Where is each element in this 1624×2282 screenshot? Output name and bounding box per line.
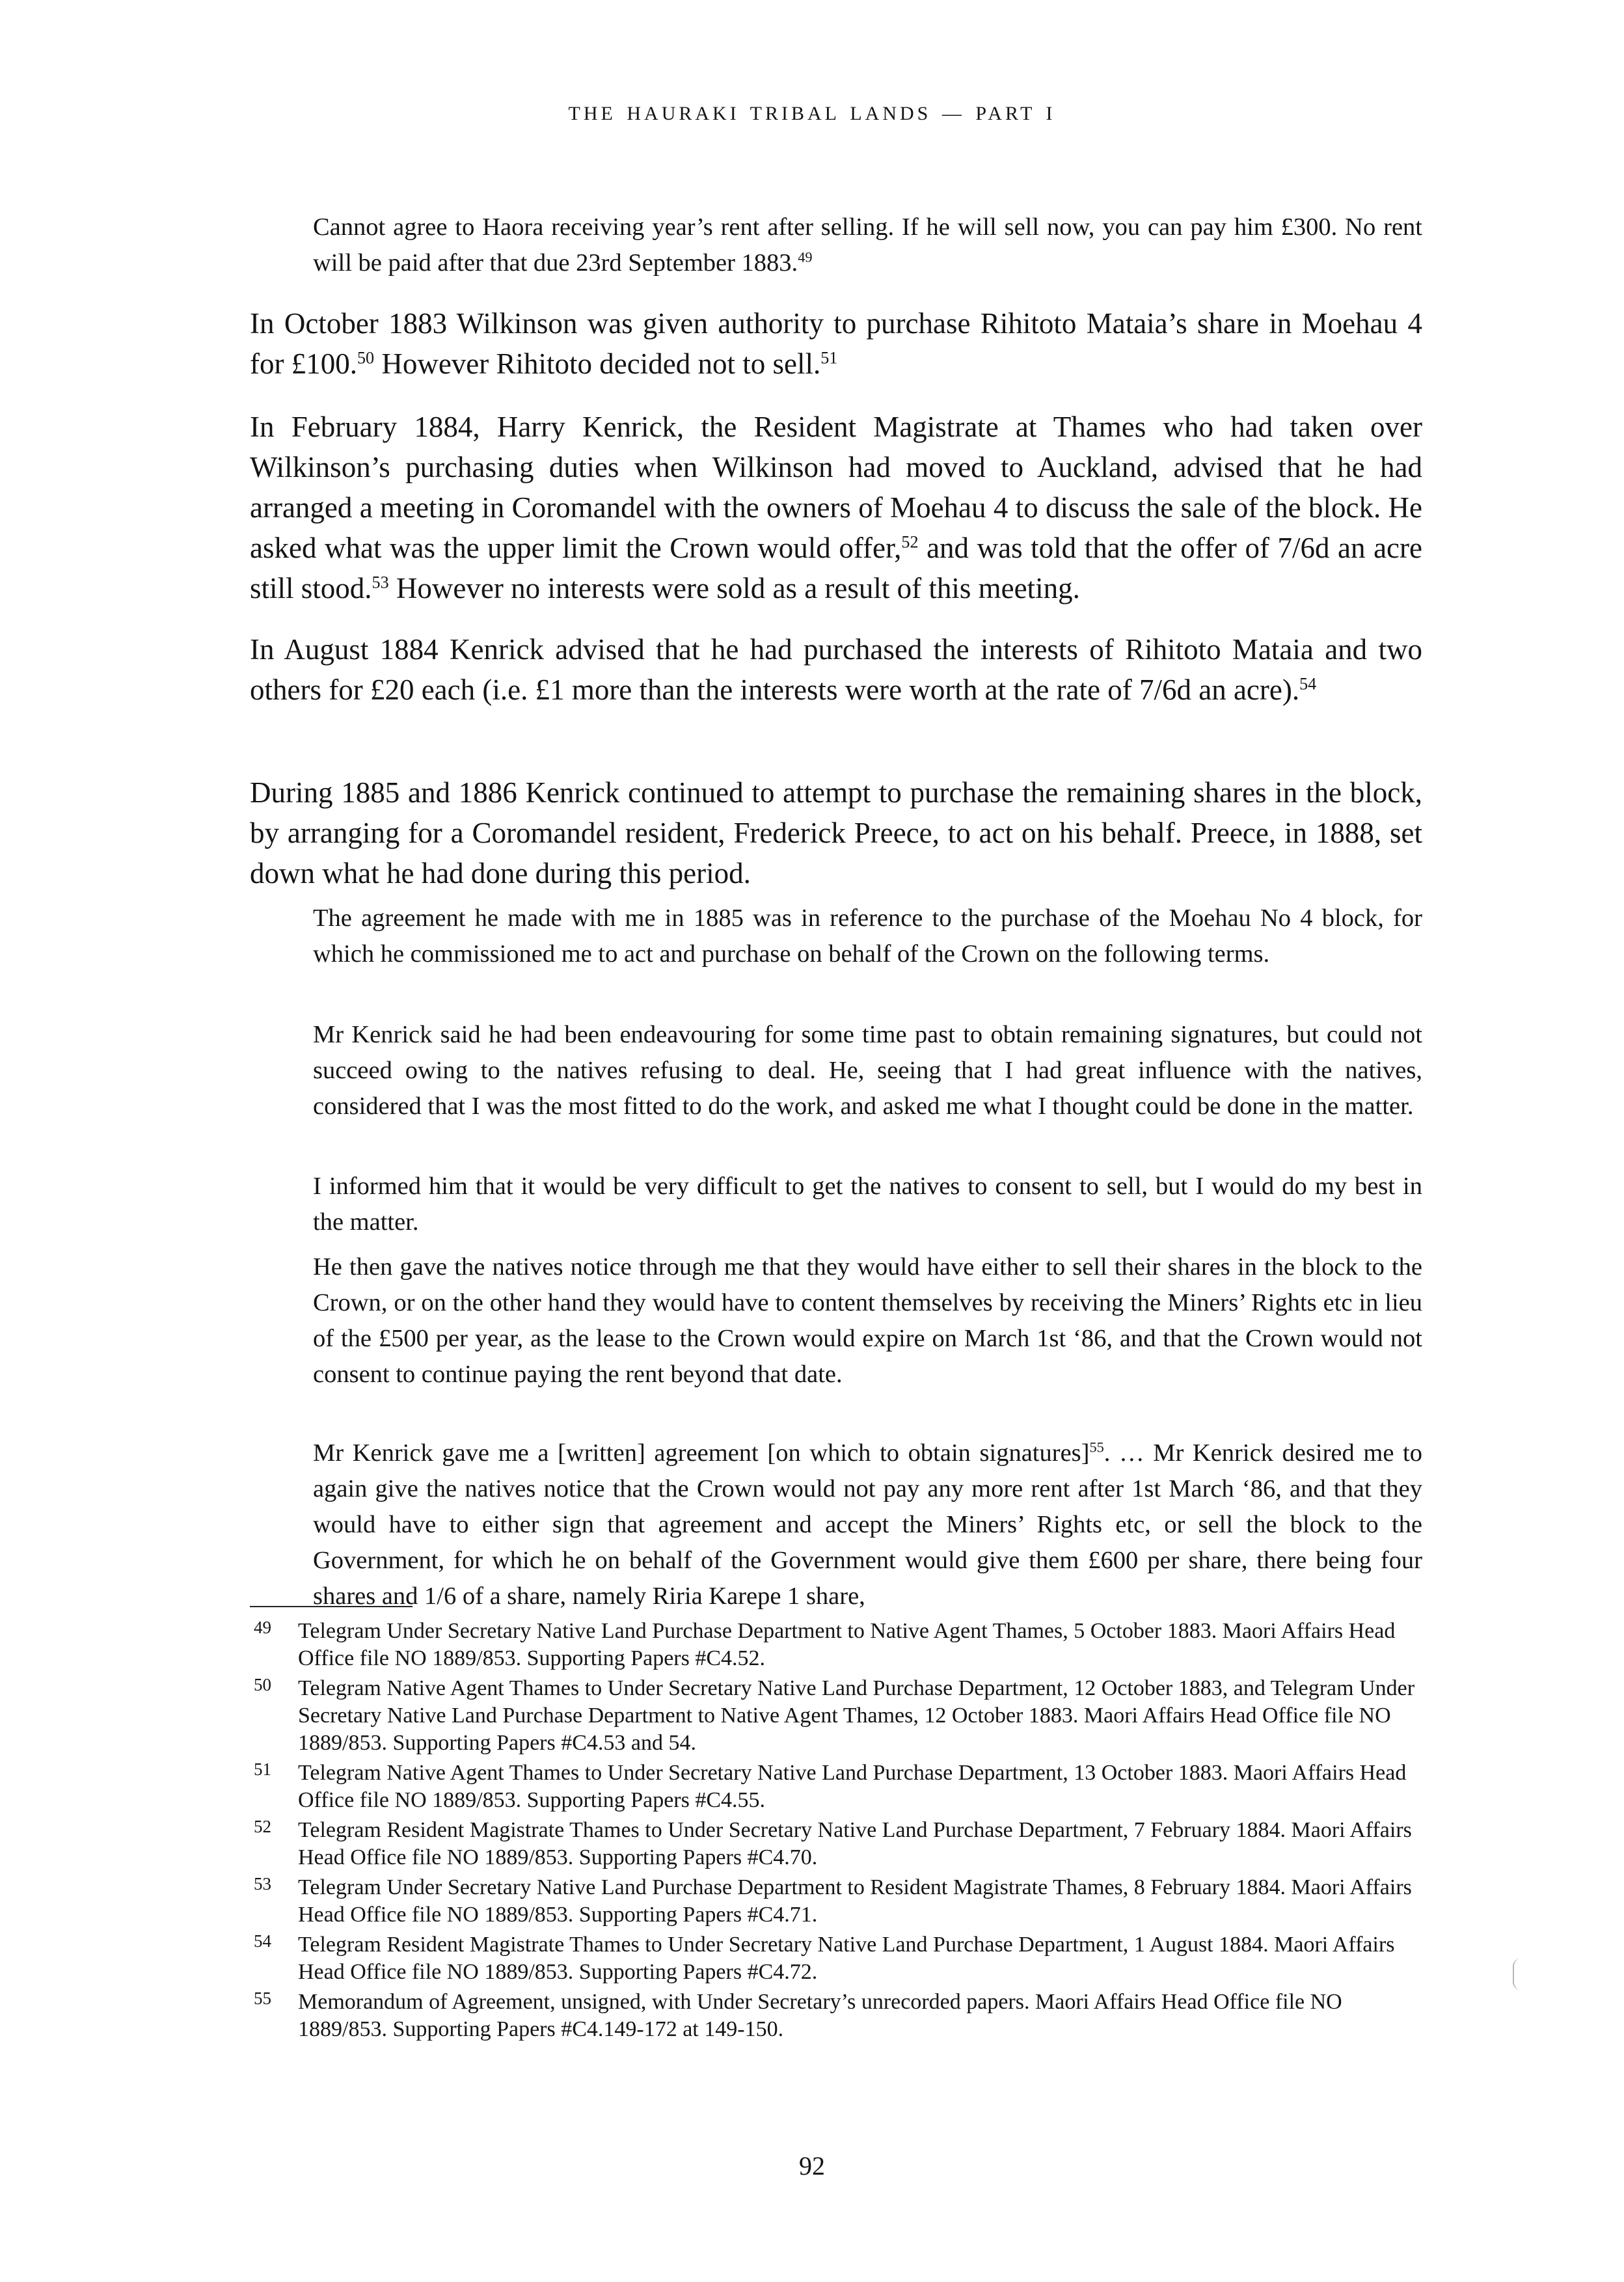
footnote-number: 54 — [254, 1931, 271, 1951]
paragraph-text: In October 1883 Wilkinson was given authority to purchase Rihitoto Mataia’s share in Moehau 4 for £100. — [250, 307, 1422, 380]
paragraph-1885-1886 — [250, 772, 1422, 893]
footnote-ref-49[interactable]: 49 — [798, 249, 813, 265]
footnotes-section — [250, 1618, 1422, 2046]
margin-mark — [1513, 1959, 1523, 1990]
paragraph-august-1884 — [250, 629, 1422, 710]
footnote-ref-54[interactable]: 54 — [1299, 674, 1317, 694]
footnote-number: 49 — [254, 1618, 271, 1637]
block-quote-notice: He then gave the natives notice through me that they would have either to sell their shares in the block to the Crown, or on the other hand they would have to content themselves by receiving the Miners’ Rights etc in lieu of the £500 per year, as the lease to the Crown would expire on March 1st ‘86, and that the Crown would not consent to continue paying the rent beyond that date. — [313, 1253, 1422, 1388]
footnote-divider — [250, 1606, 413, 1607]
footnote-text: Telegram Native Agent Thames to Under Secretary Native Land Purchase Department, 13 October 1883. Maori Affairs Head Office file NO 1889/853. Supporting Papers #C4.55. — [298, 1761, 1407, 1812]
footnote-ref-52[interactable]: 52 — [901, 532, 919, 552]
block-quote-difficult: I informed him that it would be very difficult to get the natives to consent to sell, but I would do my best in the matter. — [313, 1173, 1422, 1236]
footnote-number: 52 — [254, 1817, 271, 1836]
footnote-number: 55 — [254, 1989, 271, 2008]
footnote — [250, 1931, 1422, 1986]
paragraph-february-1884 — [250, 407, 1422, 608]
block-quote-written-agreement — [313, 1435, 1422, 1614]
footnote-ref-53[interactable]: 53 — [372, 573, 389, 592]
footnote-ref-50[interactable]: 50 — [357, 348, 375, 368]
footnote-text: Telegram Resident Magistrate Thames to Under Secretary Native Land Purchase Department, 7 February 1884. Maori Affairs Head Office file NO 1889/853. Supporting Papers #C4.70. — [298, 1818, 1412, 1869]
quote-text: Mr Kenrick gave me a [written] agreement [on which to obtain signatures] — [313, 1439, 1090, 1467]
footnote — [250, 1874, 1422, 1929]
paragraph-text: However Rihitoto decided not to sell. — [374, 347, 821, 380]
quote-text: . … Mr Kenrick desired me to again give the natives notice that the Crown would not pay any more rent after 1st March ‘86, and that they would have to either sign that agreement and accept the Miners’ Rights etc, or sell the block to the Government, for which he on behalf of the Government would give them £600 per share, there being four shares and 1/6 of a share, namely Riria Karepe 1 share, — [313, 1439, 1422, 1610]
paragraph-text: In August 1884 Kenrick advised that he had purchased the interests of Rihitoto Mataia and two others for £20 each (i.e. £1 more than the interests were worth at the rate of 7/6d an acre). — [250, 633, 1422, 706]
paragraph-text: During 1885 and 1886 Kenrick continued to attempt to purchase the remaining shares in the block, by arranging for a Coromandel resident, Frederick Preece, to act on his behalf. Preece, in 1888, set down what he had done during this period. — [250, 776, 1422, 890]
paragraph-october-1883 — [250, 303, 1422, 384]
block-quote-agreement: The agreement he made with me in 1885 was in reference to the purchase of the Moehau No 4 block, for which he commissioned me to act and purchase on behalf of the Crown on the following terms. — [313, 904, 1422, 968]
footnote-number: 51 — [254, 1759, 271, 1779]
footnote — [250, 1989, 1422, 2043]
paragraph-text: and was told that the offer of 7/6d an acre still stood. — [250, 532, 1422, 604]
paragraph-text: In February 1884, Harry Kenrick, the Resident Magistrate at Thames who had taken over Wilkinson’s purchasing duties when Wilkinson had moved to Auckland, advised that he had arranged a meeting in Coromandel with the owners of Moehau 4 to discuss the sale of the block. He asked what was the upper limit the Crown would offer, — [250, 411, 1422, 564]
running-head: THE HAURAKI TRIBAL LANDS — PART I — [568, 103, 1056, 124]
footnote-number: 53 — [254, 1874, 271, 1894]
footnote-ref-51[interactable]: 51 — [820, 348, 838, 368]
footnote-ref-55[interactable]: 55 — [1089, 1439, 1104, 1456]
block-quote-signatures: Mr Kenrick said he had been endeavouring for some time past to obtain remaining signatures, but could not succeed owing to the natives refusing to deal. He, seeing that I had great influence with the natives, considered that I was the most fitted to do the work, and asked me what I thought could be done in the matter. — [313, 1021, 1422, 1120]
block-quote-telegram — [313, 210, 1422, 281]
paragraph-text: However no interests were sold as a result of this meeting. — [388, 572, 1080, 604]
footnote-text: Telegram Under Secretary Native Land Purchase Department to Native Agent Thames, 5 October 1883. Maori Affairs Head Office file NO 1889/853. Supporting Papers #C4.52. — [298, 1619, 1396, 1670]
footnote — [250, 1759, 1422, 1814]
footnote-text: Memorandum of Agreement, unsigned, with Under Secretary’s unrecorded papers. Maori Affairs Head Office file NO 1889/853. Supporting Papers #C4.149-172 at 149-150. — [298, 1990, 1342, 2041]
footnote-number: 50 — [254, 1675, 271, 1694]
footnote-text: Telegram Under Secretary Native Land Purchase Department to Resident Magistrate Thames, 8 February 1884. Maori Affairs Head Office file NO 1889/853. Supporting Papers #C4.71. — [298, 1875, 1412, 1927]
quote-text: Cannot agree to Haora receiving year’s rent after selling. If he will sell now, you can pay him £300. No rent will be paid after that due 23rd September 1883. — [313, 213, 1422, 277]
footnote-text: Telegram Native Agent Thames to Under Secretary Native Land Purchase Department, 12 October 1883, and Telegram Under Secretary Native Land Purchase Department to Native Agent Thames, 12 October 1883. Maori Affairs Head Office file NO 1889/853. Supporting Papers #C4.53 and 54. — [298, 1676, 1415, 1755]
footnote — [250, 1618, 1422, 1672]
page-number: 92 — [799, 2151, 825, 2180]
footnote — [250, 1817, 1422, 1871]
footnote — [250, 1675, 1422, 1757]
footnote-text: Telegram Resident Magistrate Thames to Under Secretary Native Land Purchase Department, 1 August 1884. Maori Affairs Head Office file NO 1889/853. Supporting Papers #C4.72. — [298, 1933, 1395, 1984]
